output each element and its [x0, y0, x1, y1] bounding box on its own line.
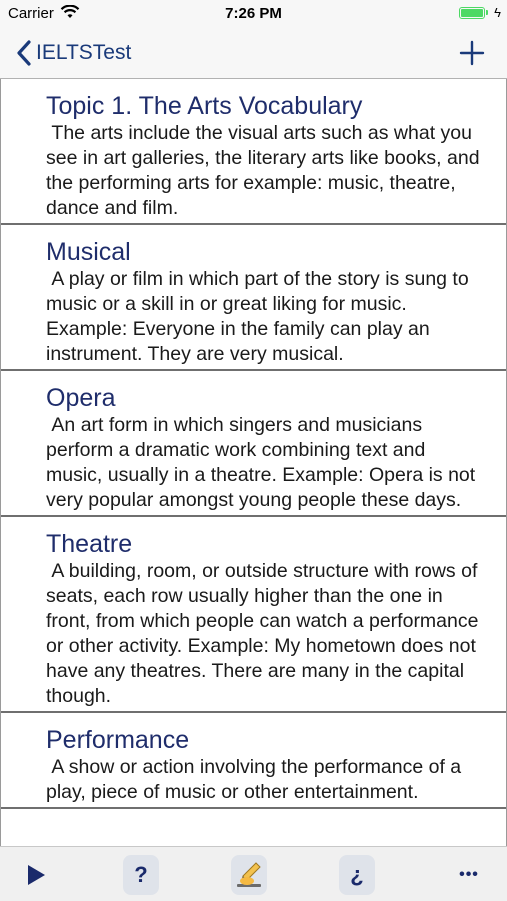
item-description: An art form in which singers and musicians perform a dramatic work combining text and music, usually in a theatre. Example: Opera is not very popular amongst young people these days. [46, 414, 481, 511]
item-title: Musical [46, 238, 131, 266]
question-label: ¿ [350, 862, 364, 887]
item-title: Opera [46, 384, 116, 412]
item-title: Performance [46, 726, 190, 754]
play-button[interactable] [18, 855, 54, 895]
list-item[interactable] [1, 713, 506, 809]
battery-icon [459, 7, 485, 19]
bottom-toolbar [0, 846, 507, 901]
back-chevron-icon [14, 39, 34, 67]
write-button[interactable] [231, 855, 267, 895]
list-item[interactable] [1, 225, 506, 371]
battery-tip [486, 10, 488, 15]
help-label: ? [134, 862, 148, 887]
clock-time: 7:26 PM [225, 5, 282, 22]
carrier-label: Carrier [8, 5, 54, 22]
list-item[interactable] [1, 79, 506, 225]
play-icon [25, 863, 47, 887]
more-label: ••• [459, 866, 479, 883]
help-button[interactable] [123, 855, 159, 895]
navigation-bar [0, 28, 507, 79]
back-label: IELTSTest [36, 41, 132, 64]
item-description: A building, room, or outside structure with rows of seats, each row usually higher than the one in front, from which people can watch a performance or other activity. Example: My hometown does not have any theatres. There are many in the capital though. [46, 560, 484, 707]
status-bar [0, 0, 507, 28]
battery-level [461, 9, 483, 17]
vocabulary-list[interactable] [0, 79, 507, 846]
item-title: Theatre [46, 530, 133, 558]
item-description: The arts include the visual arts such as what you see in art galleries, the literary arts like books, and the performing arts for example: music, theatre, dance and film. [46, 122, 485, 219]
writing-hand-icon [234, 860, 264, 890]
item-title: Topic 1. The Arts Vocabulary [46, 92, 363, 120]
back-button[interactable] [14, 38, 131, 68]
list-item[interactable] [1, 371, 506, 517]
item-description: A show or action involving the performance of a play, piece of music or other entertainment. [46, 756, 467, 803]
list-item[interactable] [1, 517, 506, 713]
question-button[interactable] [339, 855, 375, 895]
plus-icon[interactable] [459, 40, 485, 66]
charging-bolt-icon: ϟ [494, 5, 501, 20]
item-description: A play or film in which part of the story is sung to music or a skill in or great liking for music. Example: Everyone in the family can play an instrument. They are very musical. [46, 268, 475, 365]
more-button[interactable] [451, 855, 487, 895]
